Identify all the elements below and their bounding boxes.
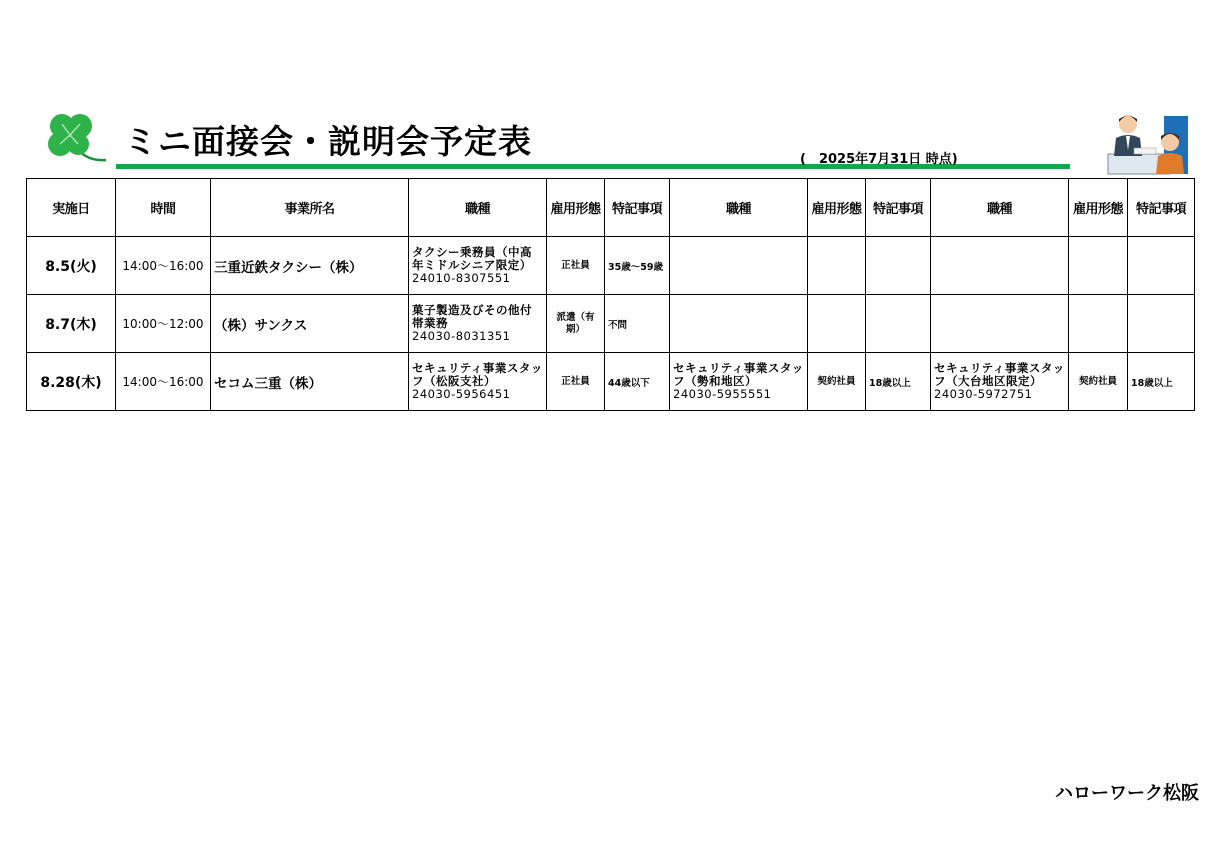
job-name: セキュリティ事業スタッフ（勢和地区） [673, 361, 804, 388]
note-cell: 18歳以上 [1128, 353, 1195, 411]
employment-cell [1069, 237, 1128, 295]
clover-icon [36, 110, 108, 170]
date-cell: 8.28(木) [27, 353, 116, 411]
job-number: 24010-8307551 [412, 271, 511, 285]
page-title: ミニ面接会・説明会予定表 [124, 122, 532, 161]
job-cell [409, 353, 547, 411]
table-row [27, 295, 1195, 353]
schedule-table [26, 178, 1195, 411]
header-cell: 雇用形態 [1069, 179, 1128, 237]
job-name: セキュリティ事業スタッフ（松阪支社） [412, 361, 543, 388]
header-cell: 特記事項 [1128, 179, 1195, 237]
job-name: タクシー乗務員（中高年ミドルシニア限定） [412, 245, 532, 272]
note-cell: 不問 [605, 295, 670, 353]
employment-cell: 正社員 [547, 353, 605, 411]
header-cell: 職種 [931, 179, 1069, 237]
time-cell: 10:00～12:00 [116, 295, 211, 353]
employment-cell [1069, 295, 1128, 353]
office-name: ハローワーク松阪 [1055, 783, 1199, 804]
time-cell: 14:00～16:00 [116, 353, 211, 411]
header-cell: 特記事項 [605, 179, 670, 237]
company-cell: （株）サンクス [211, 295, 409, 353]
job-number: 24030-5956451 [412, 387, 511, 401]
job-cell [931, 295, 1069, 353]
header-cell: 雇用形態 [547, 179, 605, 237]
employment-cell: 契約社員 [1069, 353, 1128, 411]
date-cell: 8.5(火) [27, 237, 116, 295]
job-cell [409, 295, 547, 353]
header-cell: 事業所名 [211, 179, 409, 237]
note-cell: 44歳以下 [605, 353, 670, 411]
header-cell: 職種 [670, 179, 808, 237]
job-cell [670, 295, 808, 353]
header-cell: 職種 [409, 179, 547, 237]
table-row [27, 353, 1195, 411]
as-of-date: ( 2025年7月31日 時点) [800, 152, 958, 167]
job-cell [931, 353, 1069, 411]
company-cell: セコム三重（株） [211, 353, 409, 411]
employment-cell [808, 295, 866, 353]
time-cell: 14:00～16:00 [116, 237, 211, 295]
table-row [27, 237, 1195, 295]
job-name: 菓子製造及びその他付帯業務 [412, 303, 532, 330]
header-cell: 実施日 [27, 179, 116, 237]
date-cell: 8.7(木) [27, 295, 116, 353]
header-cell: 雇用形態 [808, 179, 866, 237]
table-header-row [27, 179, 1195, 237]
note-cell [1128, 295, 1195, 353]
employment-cell: 派遣（有期） [547, 295, 605, 353]
job-cell [931, 237, 1069, 295]
job-cell [409, 237, 547, 295]
job-name: セキュリティ事業スタッフ（大台地区限定） [934, 361, 1065, 388]
interview-illustration [1104, 110, 1190, 176]
company-cell: 三重近鉄タクシー（株） [211, 237, 409, 295]
job-cell [670, 237, 808, 295]
job-cell [670, 353, 808, 411]
note-cell [1128, 237, 1195, 295]
note-cell [866, 295, 931, 353]
employment-cell [808, 237, 866, 295]
employment-cell: 正社員 [547, 237, 605, 295]
header-cell: 特記事項 [866, 179, 931, 237]
job-number: 24030-8031351 [412, 329, 511, 343]
header-cell: 時間 [116, 179, 211, 237]
employment-cell: 契約社員 [808, 353, 866, 411]
note-cell: 35歳～59歳 [605, 237, 670, 295]
job-number: 24030-5972751 [934, 387, 1033, 401]
job-number: 24030-5955551 [673, 387, 772, 401]
note-cell [866, 237, 931, 295]
note-cell: 18歳以上 [866, 353, 931, 411]
